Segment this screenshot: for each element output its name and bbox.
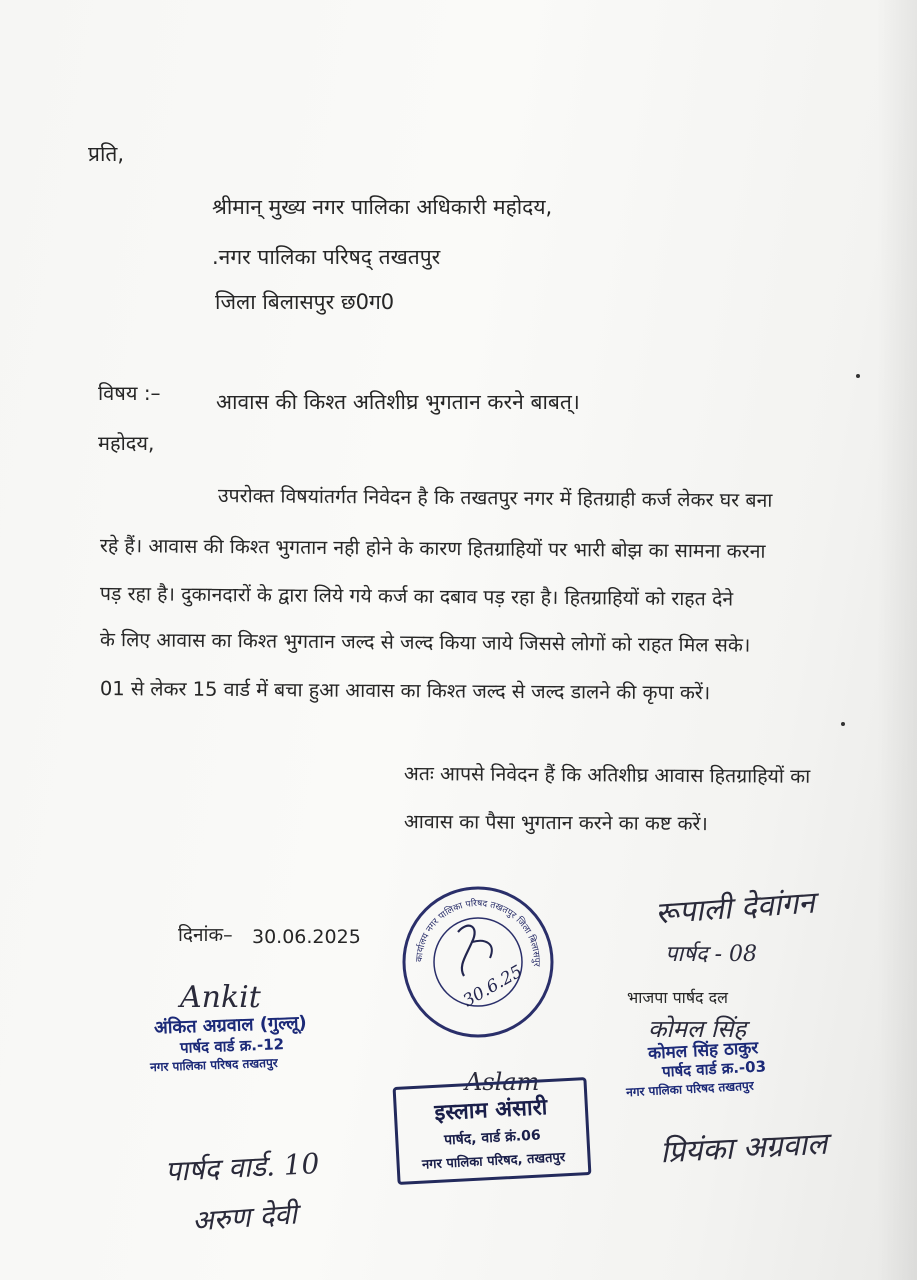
bjp-party-label: भाजपा पार्षद दल — [627, 988, 728, 1007]
body-line-2: रहे हैं। आवास की किश्त भुगतान नही होने के कारण हितग्राहियों पर भारी बोझ का सामना करना — [99, 534, 766, 563]
date-value: 30.06.2025 — [252, 926, 361, 948]
left-stamp-ward: पार्षद वार्ड क्र.-12 — [179, 1035, 285, 1057]
seal-date: 30.6.25 — [459, 961, 526, 1012]
center-stamp-name: इस्लाम अंसारी — [433, 1094, 548, 1126]
subject-label: विषय :– — [98, 381, 161, 405]
bottom-right-signature: प्रियंका अग्रवाल — [659, 1126, 829, 1171]
right-top-ward: पार्षद - 08 — [665, 942, 758, 967]
date-label: दिनांक– — [178, 924, 233, 946]
bottom-left-hw-line-1: पार्षद वार्ड. 10 — [164, 1146, 321, 1189]
office-seal — [398, 882, 558, 1042]
center-stamp — [393, 1077, 592, 1185]
right-stamp-office: नगर पालिका परिषद तखतपुर — [625, 1078, 755, 1100]
subject-text: आवास की किश्त अतिशीघ्र भुगतान करने बाबत्। — [216, 390, 580, 414]
right-stamp-ward: पार्षद वार्ड क्र.-03 — [661, 1057, 767, 1081]
speck — [841, 722, 845, 726]
page-edge-shadow — [877, 0, 917, 1280]
center-stamp-office: नगर पालिका परिषद, तखतपुर — [421, 1149, 566, 1173]
address-line-3: जिला बिलासपुर छ0ग0 — [215, 290, 395, 314]
right-stamp-name: कोमल सिंह ठाकुर — [647, 1038, 759, 1064]
right-top-signature: रूपाली देवांगन — [654, 885, 816, 932]
body-line-1: उपरोक्त विषयांतर्गत निवेदन है कि तखतपुर नगर में हितग्राही कर्ज लेकर घर बना — [217, 484, 773, 512]
bottom-left-hw-line-2: अरुण देवी — [191, 1197, 299, 1238]
closing-line-1: अतः आपसे निवेदन हैं कि अतिशीघ्र आवास हितग्राहियों का — [403, 762, 811, 788]
seal-ring-text: कार्यालय नगर पालिका परिषद तखतपुर जिला बिलासपुर — [414, 898, 542, 967]
left-signature: Ankit — [180, 980, 261, 1015]
body-line-3: पड़ रहा है। दुकानदारों के द्वारा लिये गये कर्ज का दबाव पड़ रहा है। हितग्राहियों को राहत देने — [99, 582, 734, 611]
body-line-4: के लिए आवास का किश्त भुगतान जल्द से जल्द किया जाये जिससे लोगों को राहत मिल सके। — [99, 628, 751, 657]
address-line-2: .नगर पालिका परिषद् तखतपुर — [212, 245, 441, 269]
salutation: महोदय, — [98, 431, 155, 455]
address-line-1: श्रीमान् मुख्य नगर पालिका अधिकारी महोदय, — [212, 195, 553, 219]
left-stamp-name: अंकित अग्रवाल (गुल्लू) — [153, 1012, 308, 1039]
closing-line-2: आवास का पैसा भुगतान करने का कष्ट करें। — [403, 810, 708, 836]
left-stamp-office: नगर पालिका परिषद तखतपुर — [149, 1055, 278, 1075]
right-mid-signature: कोमल सिंह — [648, 1015, 747, 1043]
center-stamp-ward: पार्षद, वार्ड क्रं.06 — [443, 1126, 542, 1149]
body-line-5: 01 से लेकर 15 वार्ड में बचा हुआ आवास का किश्त जल्द से जल्द डालने की कृपा करें। — [99, 677, 711, 705]
prati-label: प्रति, — [88, 142, 125, 166]
speck — [856, 374, 860, 378]
center-signature: Aslam — [465, 1068, 540, 1096]
